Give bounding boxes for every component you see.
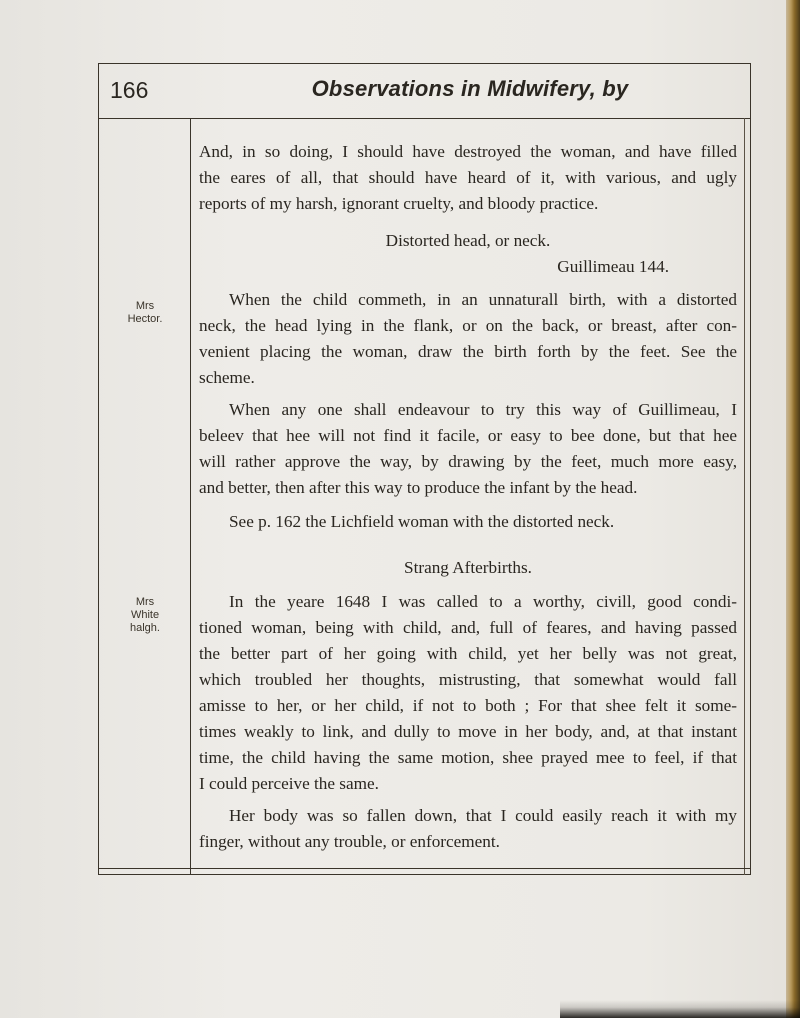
text-line: reports of my harsh, ignorant cruelty, and bloody practice.: [199, 194, 599, 213]
margin-note-hector: [100, 300, 190, 326]
section-heading-afterbirths: Strang Afterbirths.: [404, 558, 532, 577]
bottom-rule: [98, 868, 751, 869]
page-shadow: [560, 1000, 800, 1018]
text-line: In the yeare 1648 I was called to a worthy, civill, good condi-: [229, 592, 737, 611]
running-head: Observations in Midwifery, by: [311, 76, 629, 101]
page-number: 166: [110, 77, 149, 103]
margin-note-line: Hector.: [127, 313, 163, 325]
text-line: venient placing the woman, draw the birth forth by the feet. See the: [199, 342, 737, 361]
text-line: tioned woman, being with child, and, full of feares, and having passed: [199, 618, 737, 637]
text-line: beleev that hee will not find it facile, or easy to bee done, but that hee: [199, 426, 737, 445]
margin-note-whitehalgh: [100, 596, 190, 635]
right-column-rule: [744, 118, 745, 875]
text-line: the eares of all, that should have heard of it, with various, and ugly: [199, 168, 737, 187]
text-line: I could perceive the same.: [199, 774, 379, 793]
book-spine-edge: [786, 0, 800, 1018]
margin-note-line: Mrs: [135, 300, 155, 312]
section-reference: Guillimeau 144.: [557, 257, 669, 276]
margin-column-rule: [190, 118, 191, 875]
text-line: which troubled her thoughts, mistrusting, that somewhat would fall: [199, 670, 737, 689]
text-line: Her body was so fallen down, that I could easily reach it with my: [229, 806, 737, 825]
text-line: See p. 162 the Lichfield woman with the distorted neck.: [229, 512, 615, 531]
text-line: neck, the head lying in the flank, or on the back, or breast, after con-: [199, 316, 737, 335]
paragraph-1: [199, 139, 737, 217]
section-heading-distorted-head: Distorted head, or neck.: [385, 231, 551, 250]
text-line: the better part of her going with child, yet her belly was not great,: [199, 644, 737, 663]
text-line: When any one shall endeavour to try this way of Guillimeau, I: [229, 400, 737, 419]
paragraph-3: [199, 397, 737, 501]
text-line: will rather approve the way, by drawing by the feet, much more easy,: [199, 452, 737, 471]
text-line: times weakly to link, and dully to move in her body, and, at that instant: [199, 722, 737, 741]
text-line: and better, then after this way to produce the infant by the head.: [199, 478, 638, 497]
text-line: amisse to her, or her child, if not to both ; For that shee felt it some-: [199, 696, 737, 715]
margin-note-line: White: [130, 609, 160, 621]
margin-note-line: halgh.: [130, 622, 160, 634]
text-line: finger, without any trouble, or enforcement.: [199, 832, 500, 851]
text-line: And, in so doing, I should have destroyed the woman, and have filled: [199, 142, 737, 161]
margin-note-line: Mrs: [135, 596, 155, 608]
paragraph-2: [199, 287, 737, 391]
text-line: When the child commeth, in an unnaturall birth, with a distorted: [229, 290, 737, 309]
paragraph-5: [199, 803, 737, 855]
cross-reference-line: [199, 509, 737, 535]
text-line: time, the child having the same motion, shee prayed mee to feel, if that: [199, 748, 737, 767]
header-rule: [98, 118, 751, 119]
paragraph-4: [199, 589, 737, 797]
text-line: scheme.: [199, 368, 255, 387]
